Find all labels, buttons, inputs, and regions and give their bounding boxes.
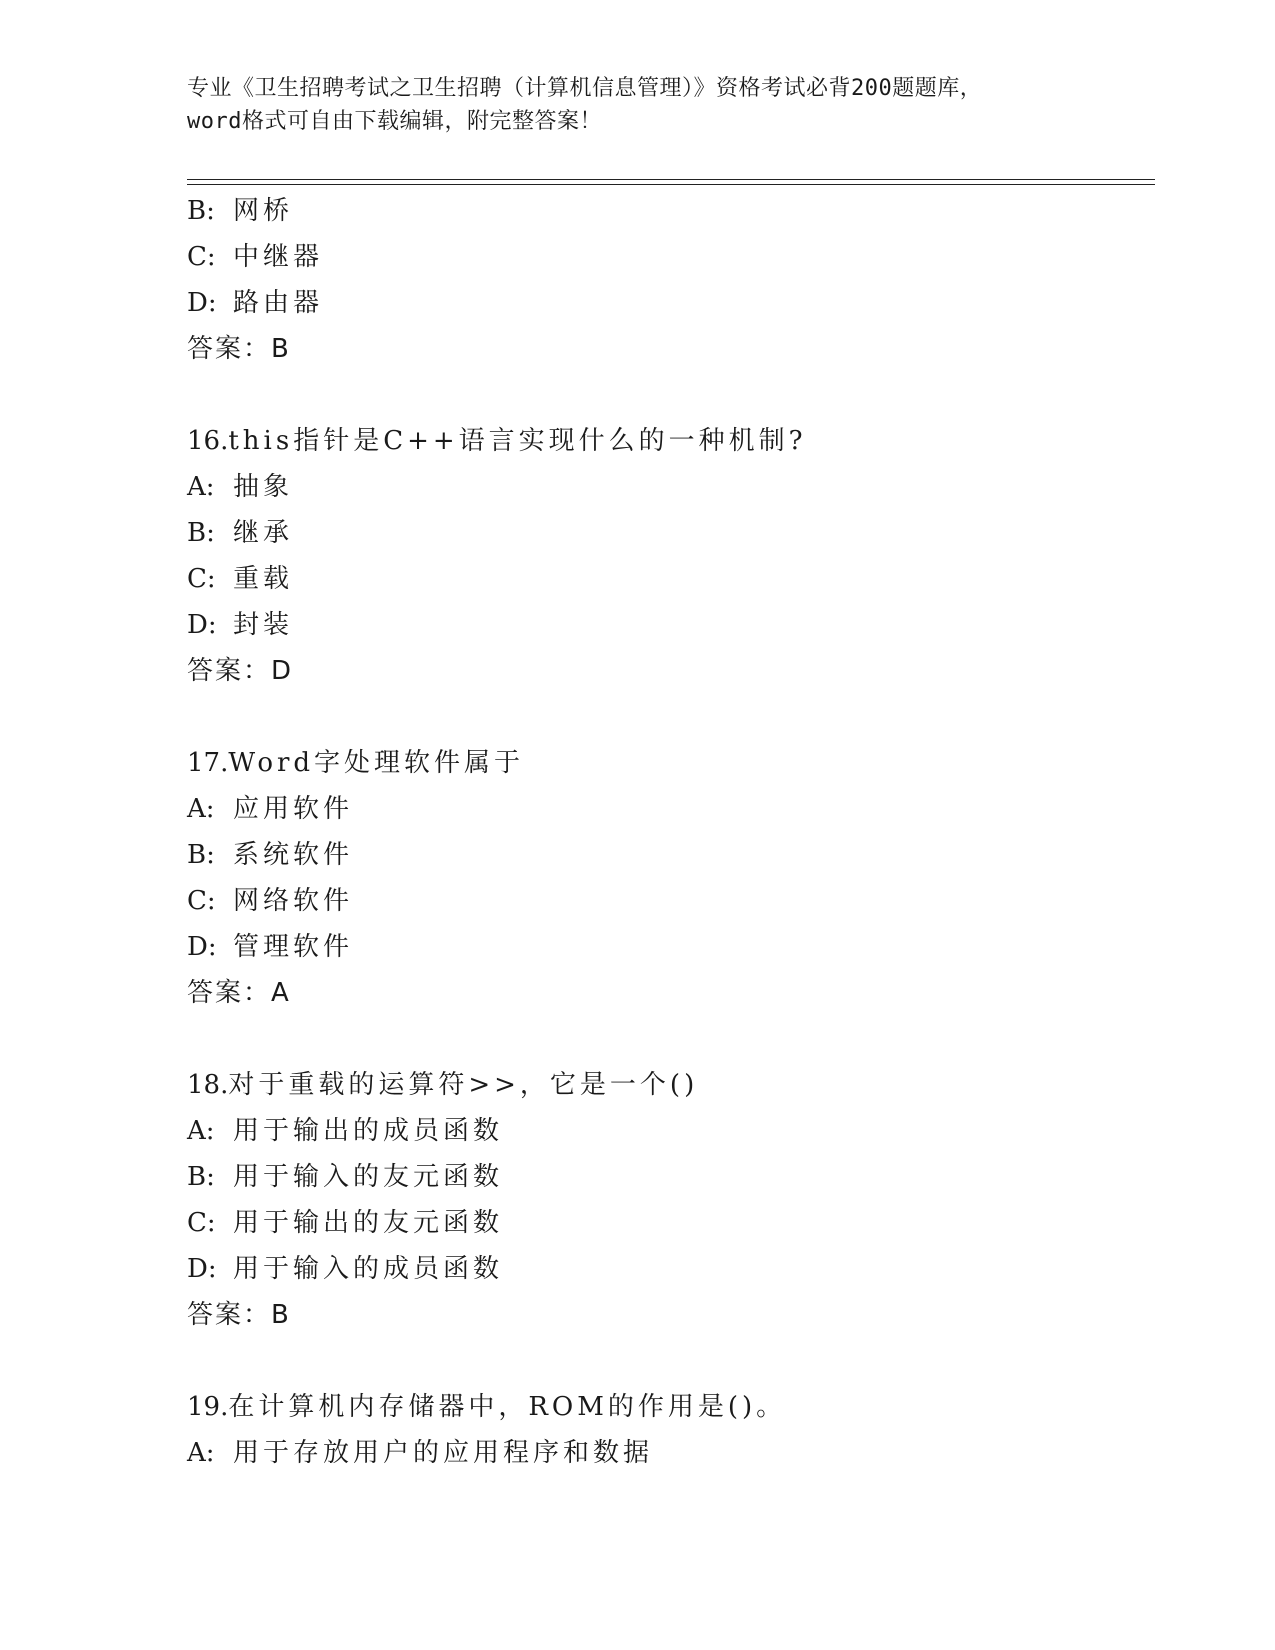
question-list: [187, 188, 1147, 1476]
question-text: 在计算机内存储器中，ROM的作用是()。: [228, 1392, 787, 1422]
question-number: 18.: [187, 1070, 229, 1100]
option-letter: B:: [187, 518, 215, 548]
header-divider-bottom: [187, 184, 1155, 185]
option-text: 中继器: [233, 242, 324, 272]
spacer: [187, 694, 1147, 740]
option-letter: C:: [187, 564, 216, 594]
option-text: 用于输出的友元函数: [233, 1208, 504, 1238]
answer-line: 答案：D: [187, 656, 294, 686]
option-letter: A:: [187, 472, 215, 502]
option-text: 系统软件: [233, 840, 354, 870]
header-line-1: 专业《卫生招聘考试之卫生招聘（计算机信息管理）》资格考试必背200题题库，: [187, 76, 983, 101]
option-letter: A:: [187, 1116, 215, 1146]
answer-line: 答案：B: [187, 1300, 291, 1330]
option-d: [187, 1246, 1147, 1292]
spacer: [187, 1338, 1147, 1384]
option-b: [187, 1154, 1147, 1200]
option-text: 用于输出的成员函数: [233, 1116, 504, 1146]
question-19: [187, 1384, 1147, 1476]
option-a: [187, 1108, 1147, 1154]
question-stem: [187, 1384, 1147, 1430]
option-letter: C:: [187, 1208, 216, 1238]
question-stem: [187, 418, 1147, 464]
option-a: [187, 786, 1147, 832]
question-18: [187, 1062, 1147, 1338]
option-letter: D:: [187, 610, 217, 640]
option-c: [187, 234, 1147, 280]
header-line-2: word格式可自由下载编辑，附完整答案！: [187, 109, 602, 134]
option-text: 应用软件: [233, 794, 354, 824]
question-text: 对于重载的运算符>>，它是一个(): [228, 1070, 699, 1100]
option-b: [187, 832, 1147, 878]
answer-line: 答案：A: [187, 978, 291, 1008]
option-letter: A:: [187, 1438, 215, 1468]
option-letter: B:: [187, 196, 215, 226]
question-number: 19.: [187, 1392, 229, 1422]
spacer: [187, 372, 1147, 418]
option-text: 网桥: [233, 196, 294, 226]
option-letter: D:: [187, 1254, 217, 1284]
option-text: 网络软件: [233, 886, 354, 916]
question-number: 16.: [187, 426, 229, 456]
option-text: 抽象: [233, 472, 294, 502]
option-letter: D:: [187, 932, 217, 962]
option-letter: C:: [187, 886, 216, 916]
option-text: 继承: [233, 518, 294, 548]
header-divider-top: [187, 179, 1155, 180]
option-letter: B:: [187, 1162, 215, 1192]
question-stem: [187, 740, 1147, 786]
question-stem: [187, 1062, 1147, 1108]
option-d: [187, 602, 1147, 648]
option-a: [187, 464, 1147, 510]
option-text: 用于输入的友元函数: [233, 1162, 504, 1192]
option-letter: A:: [187, 794, 215, 824]
question-text: Word字处理软件属于: [228, 748, 525, 778]
option-c: [187, 556, 1147, 602]
option-text: 用于存放用户的应用程序和数据: [233, 1438, 654, 1468]
option-letter: B:: [187, 840, 215, 870]
spacer: [187, 1016, 1147, 1062]
option-text: 重载: [233, 564, 294, 594]
option-d: [187, 924, 1147, 970]
question-16: [187, 418, 1147, 694]
option-letter: D:: [187, 288, 217, 318]
option-c: [187, 1200, 1147, 1246]
option-a: [187, 1430, 1147, 1476]
question-15: [187, 188, 1147, 372]
option-b: [187, 510, 1147, 556]
option-c: [187, 878, 1147, 924]
question-17: [187, 740, 1147, 1016]
option-text: 封装: [233, 610, 294, 640]
option-text: 路由器: [233, 288, 324, 318]
question-text: this指针是C++语言实现什么的一种机制?: [228, 426, 807, 456]
option-d: [187, 280, 1147, 326]
question-number: 17.: [187, 748, 229, 778]
option-b: [187, 188, 1147, 234]
option-text: 用于输入的成员函数: [233, 1254, 504, 1284]
answer-line: 答案：B: [187, 334, 291, 364]
option-text: 管理软件: [233, 932, 354, 962]
option-letter: C:: [187, 242, 216, 272]
document-header: [187, 72, 1087, 138]
